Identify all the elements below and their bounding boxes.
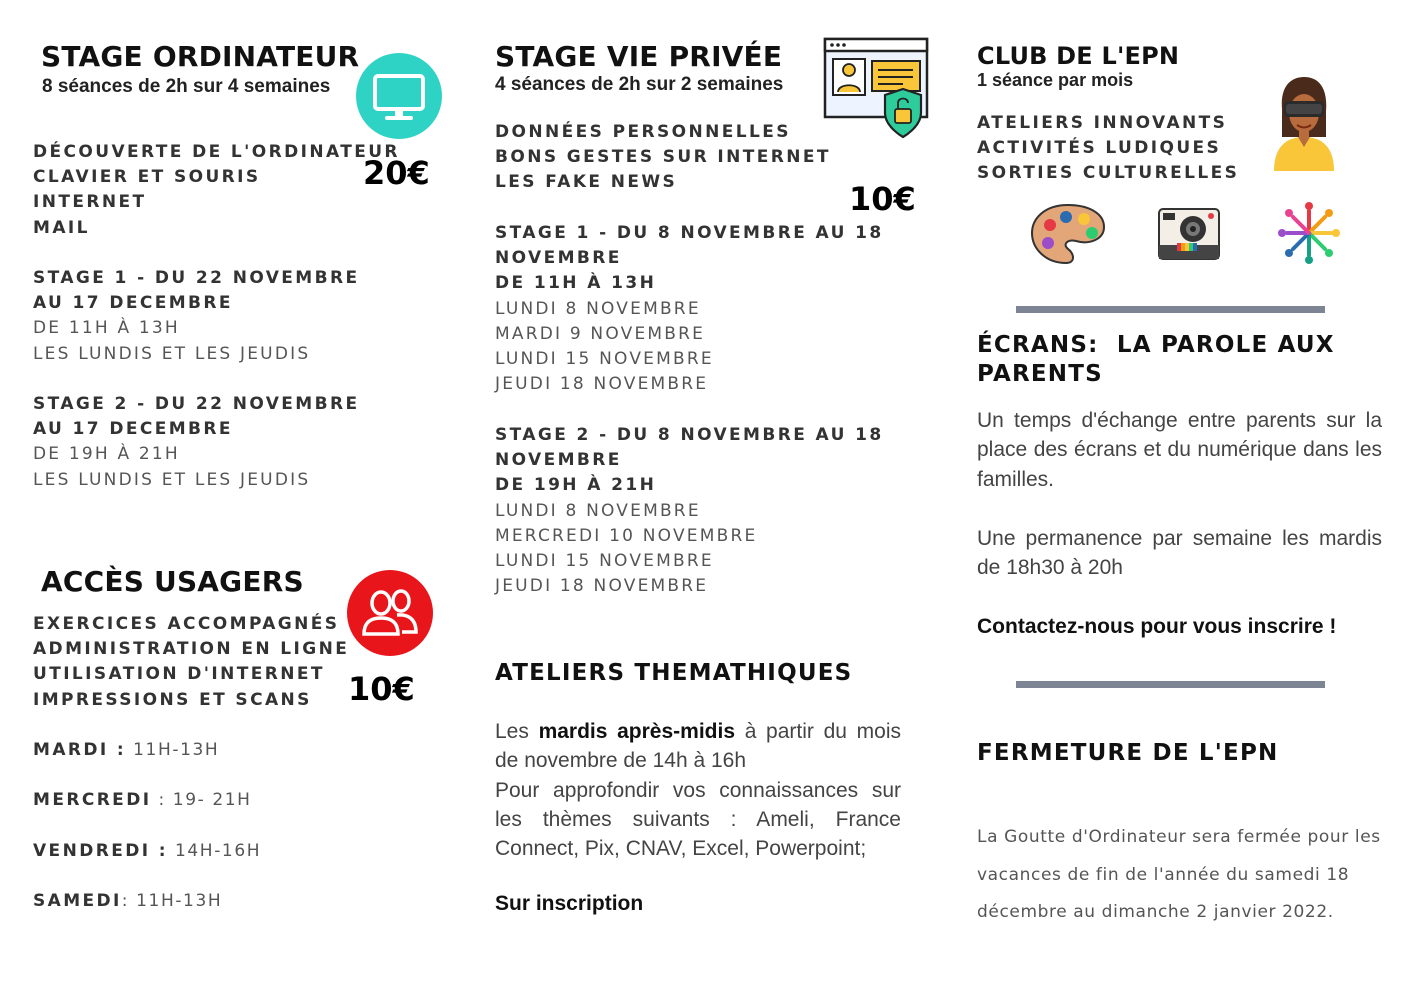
stage2-line2: NOVEMBRE bbox=[495, 450, 622, 471]
stage2-date: LUNDI 15 NOVEMBRE bbox=[495, 551, 714, 572]
stage-vie-privee-title: STAGE VIE PRIVÉE bbox=[495, 40, 783, 73]
schedule-time: 14H-16H bbox=[167, 841, 262, 861]
stage-ordinateur-subtitle: 8 séances de 2h sur 4 semaines bbox=[42, 76, 331, 97]
stage1-line2: NOVEMBRE bbox=[495, 248, 622, 269]
camera-icon bbox=[1157, 205, 1221, 263]
stage-ordinateur-title: STAGE ORDINATEUR bbox=[41, 40, 360, 73]
club-item: SORTIES CULTURELLES bbox=[977, 163, 1240, 184]
privacy-icon bbox=[823, 37, 929, 141]
usage-item: IMPRESSIONS ET SCANS bbox=[33, 689, 312, 710]
ecrans-title-line1: ÉCRANS: LA PAROLE AUX bbox=[977, 332, 1335, 358]
usage-item: EXERCICES ACCOMPAGNÉS bbox=[33, 614, 340, 634]
stage2-line2: AU 17 DECEMBRE bbox=[33, 419, 233, 440]
stage2-date: MERCREDI 10 NOVEMBRE bbox=[495, 525, 758, 546]
topic-item: DÉCOUVERTE DE L'ORDINATEUR bbox=[33, 142, 400, 162]
ateliers-paragraph bbox=[495, 717, 901, 863]
stage1-date: LUNDI 8 NOVEMBRE bbox=[495, 298, 701, 319]
club-items bbox=[977, 111, 1239, 187]
ateliers-p2: Pour approfondir vos connaissances sur les thèmes suivants : Ameli, France Connect, Pix, CNAV, Excel, Powerpoint; bbox=[495, 778, 901, 861]
stage2-hours: DE 19H À 21H bbox=[33, 444, 180, 465]
schedule-time: 11H-13H bbox=[126, 740, 220, 760]
club-item: ATELIERS INNOVANTS bbox=[977, 113, 1228, 133]
topic-item: LES FAKE NEWS bbox=[495, 172, 678, 193]
stage2-line3: DE 19H À 21H bbox=[495, 475, 657, 496]
schedule-day: MARDI : bbox=[33, 740, 127, 760]
ateliers-p1-bold: mardis après-midis bbox=[538, 720, 735, 743]
vr-avatar-icon bbox=[1272, 75, 1336, 171]
community-icon bbox=[1277, 201, 1341, 265]
stage2-line1: STAGE 2 - DU 22 NOVEMBRE bbox=[33, 394, 360, 414]
vie-privee-stage1 bbox=[495, 221, 884, 397]
schedule-mercredi bbox=[33, 788, 252, 813]
ecrans-title bbox=[977, 331, 1335, 389]
stage2-date: LUNDI 8 NOVEMBRE bbox=[495, 500, 701, 521]
stage1-date: JEUDI 18 NOVEMBRE bbox=[495, 374, 709, 395]
ecrans-title-line2: PARENTS bbox=[977, 361, 1103, 387]
stage1-hours: DE 11H À 13H bbox=[33, 318, 180, 339]
ateliers-note: Sur inscription bbox=[495, 892, 644, 915]
ateliers-p1-post: à partir du mois de novembre de 14h à 16h bbox=[495, 720, 901, 773]
ateliers-title: ATELIERS THEMATHIQUES bbox=[495, 660, 853, 686]
monitor-icon bbox=[356, 53, 442, 139]
stage1-line2: AU 17 DECEMBRE bbox=[33, 293, 233, 314]
usage-item: ADMINISTRATION EN LIGNE bbox=[33, 639, 350, 660]
users-icon bbox=[347, 570, 433, 656]
schedule-time: : 19- 21H bbox=[151, 790, 252, 810]
stage1-line1: STAGE 1 - DU 22 NOVEMBRE bbox=[33, 268, 360, 288]
schedule-day: SAMEDI bbox=[33, 891, 122, 911]
stage2-date: JEUDI 18 NOVEMBRE bbox=[495, 576, 709, 597]
stage1-date: MARDI 9 NOVEMBRE bbox=[495, 323, 706, 344]
usage-item: UTILISATION D'INTERNET bbox=[33, 664, 325, 685]
schedule-time: : 11H-13H bbox=[121, 891, 223, 911]
stage-vie-privee-subtitle: 4 séances de 2h sur 2 semaines bbox=[495, 74, 784, 95]
schedule-samedi bbox=[33, 889, 222, 914]
vie-privee-price: 10€ bbox=[849, 180, 916, 218]
stage2-line1: STAGE 2 - DU 8 NOVEMBRE AU 18 bbox=[495, 425, 884, 445]
club-item: ACTIVITÉS LUDIQUES bbox=[977, 138, 1222, 159]
topic-item: MAIL bbox=[33, 217, 90, 238]
palette-icon bbox=[1030, 203, 1106, 265]
ecrans-contact: Contactez-nous pour vous inscrire ! bbox=[977, 615, 1337, 638]
divider-top bbox=[1016, 306, 1325, 313]
acces-usagers-items bbox=[33, 612, 349, 713]
stage1-line3: DE 11H À 13H bbox=[495, 273, 657, 294]
stage-ordinateur-price: 20€ bbox=[363, 154, 430, 192]
topic-item: INTERNET bbox=[33, 192, 147, 213]
schedule-day: VENDREDI : bbox=[33, 841, 168, 861]
stage-ordinateur-stage1 bbox=[33, 266, 359, 367]
schedule-day: MERCREDI bbox=[33, 790, 152, 810]
topic-item: CLAVIER ET SOURIS bbox=[33, 167, 261, 188]
topic-item: DONNÉES PERSONNELLES bbox=[495, 122, 791, 142]
ecrans-p2: Une permanence par semaine les mardis de 18h30 à 20h bbox=[977, 527, 1382, 580]
fermeture-title: FERMETURE DE L'EPN bbox=[977, 740, 1279, 766]
schedule-vendredi bbox=[33, 839, 261, 864]
stage2-days: LES LUNDIS ET LES JEUDIS bbox=[33, 469, 311, 490]
vie-privee-topics bbox=[495, 120, 831, 196]
stage1-days: LES LUNDIS ET LES JEUDIS bbox=[33, 343, 311, 364]
club-title: CLUB DE L'EPN bbox=[977, 42, 1180, 70]
stage1-date: LUNDI 15 NOVEMBRE bbox=[495, 349, 714, 370]
stage1-line1: STAGE 1 - DU 8 NOVEMBRE AU 18 bbox=[495, 223, 884, 243]
ecrans-p1: Un temps d'échange entre parents sur la place des écrans et du numérique dans les familles. bbox=[977, 409, 1382, 491]
stage-ordinateur-stage2 bbox=[33, 392, 359, 493]
divider-bottom bbox=[1016, 681, 1325, 688]
ateliers-p1-pre: Les bbox=[495, 720, 539, 743]
stage-ordinateur-topics bbox=[33, 140, 400, 241]
schedule-mardi bbox=[33, 738, 219, 763]
club-subtitle: 1 séance par mois bbox=[977, 70, 1134, 90]
vie-privee-stage2 bbox=[495, 423, 884, 599]
acces-usagers-title: ACCÈS USAGERS bbox=[41, 565, 304, 598]
acces-usagers-price: 10€ bbox=[348, 670, 415, 708]
fermeture-text: La Goutte d'Ordinateur sera fermée pour les vacances de fin de l'année du samedi 18 décembre au dimanche 2 janvier 2022. bbox=[977, 827, 1381, 922]
topic-item: BONS GESTES SUR INTERNET bbox=[495, 147, 831, 168]
